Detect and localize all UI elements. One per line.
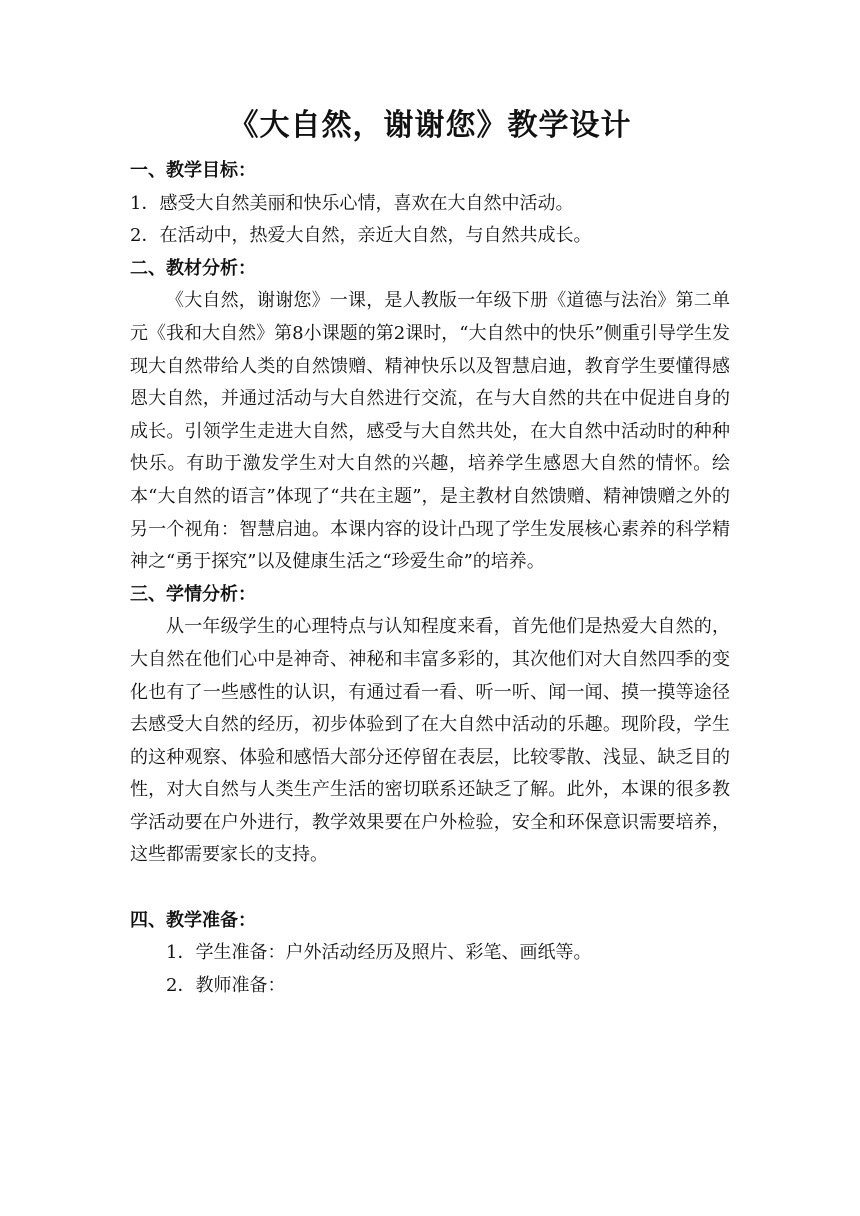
- blank-line: [130, 872, 730, 905]
- document-title: 《大自然，谢谢您》教学设计: [228, 108, 632, 143]
- goal-item: 1．感受大自然美丽和快乐心情，喜欢在大自然中活动。: [130, 192, 574, 214]
- section-heading: 四、教学准备：: [130, 909, 256, 931]
- section-material-analysis: [130, 253, 730, 579]
- section-teaching-goals: [130, 155, 730, 253]
- preparation-item: 2．教师准备：: [166, 974, 286, 996]
- section-student-analysis: [130, 579, 730, 872]
- document-body: [130, 155, 730, 1002]
- preparation-item: 1．学生准备：户外活动经历及照片、彩笔、画纸等。: [166, 942, 592, 964]
- section-teaching-preparation: [130, 905, 730, 1003]
- student-analysis-paragraph: 从一年级学生的心理特点与认知程度来看，首先他们是热爱大自然的，大自然在他们心中是神奇、神秘和丰富多彩的，其次他们对大自然四季的变化也有了一些感性的认识，有通过看一看、听一听、闻一闻、摸一摸等途径去感受大自然的经历，初步体验到了在大自然中活动的乐趣。现阶段，学生的这种观察、体验和感悟大部分还停留在表层，比较零散、浅显、缺乏目的性，对大自然与人类生产生活的密切联系还缺乏了解。此外，本课的很多教学活动要在户外进行，教学效果要在户外检验，安全和环保意识需要培养，这些都需要家长的支持。: [130, 616, 730, 866]
- section-heading: 三、学情分析：: [130, 583, 256, 605]
- goal-item: 2．在活动中，热爱大自然，亲近大自然，与自然共成长。: [130, 225, 592, 247]
- section-heading: 一、教学目标：: [130, 160, 256, 181]
- section-heading: 二、教材分析：: [130, 257, 256, 279]
- material-analysis-paragraph: 《大自然，谢谢您》一课，是人教版一年级下册《道德与法治》第二单元《我和大自然》第8小课题的第2课时，“大自然中的快乐”侧重引导学生发现大自然带给人类的自然馈赠、精神快乐以及智慧启迪，教育学生要懂得感恩大自然，并通过活动与大自然进行交流，在与大自然的共在中促进自身的成长。引领学生走进大自然，感受与大自然共处，在大自然中活动时的种种快乐。有助于激发学生对大自然的兴趣，培养学生感恩大自然的情怀。绘本“大自然的语言”体现了“共在主题”，是主教材自然馈赠、精神馈赠之外的另一个视角：智慧启迪。本课内容的设计凸现了学生发展核心素养的科学精神之“勇于探究”以及健康生活之“珍爱生命”的培养。: [130, 290, 730, 573]
